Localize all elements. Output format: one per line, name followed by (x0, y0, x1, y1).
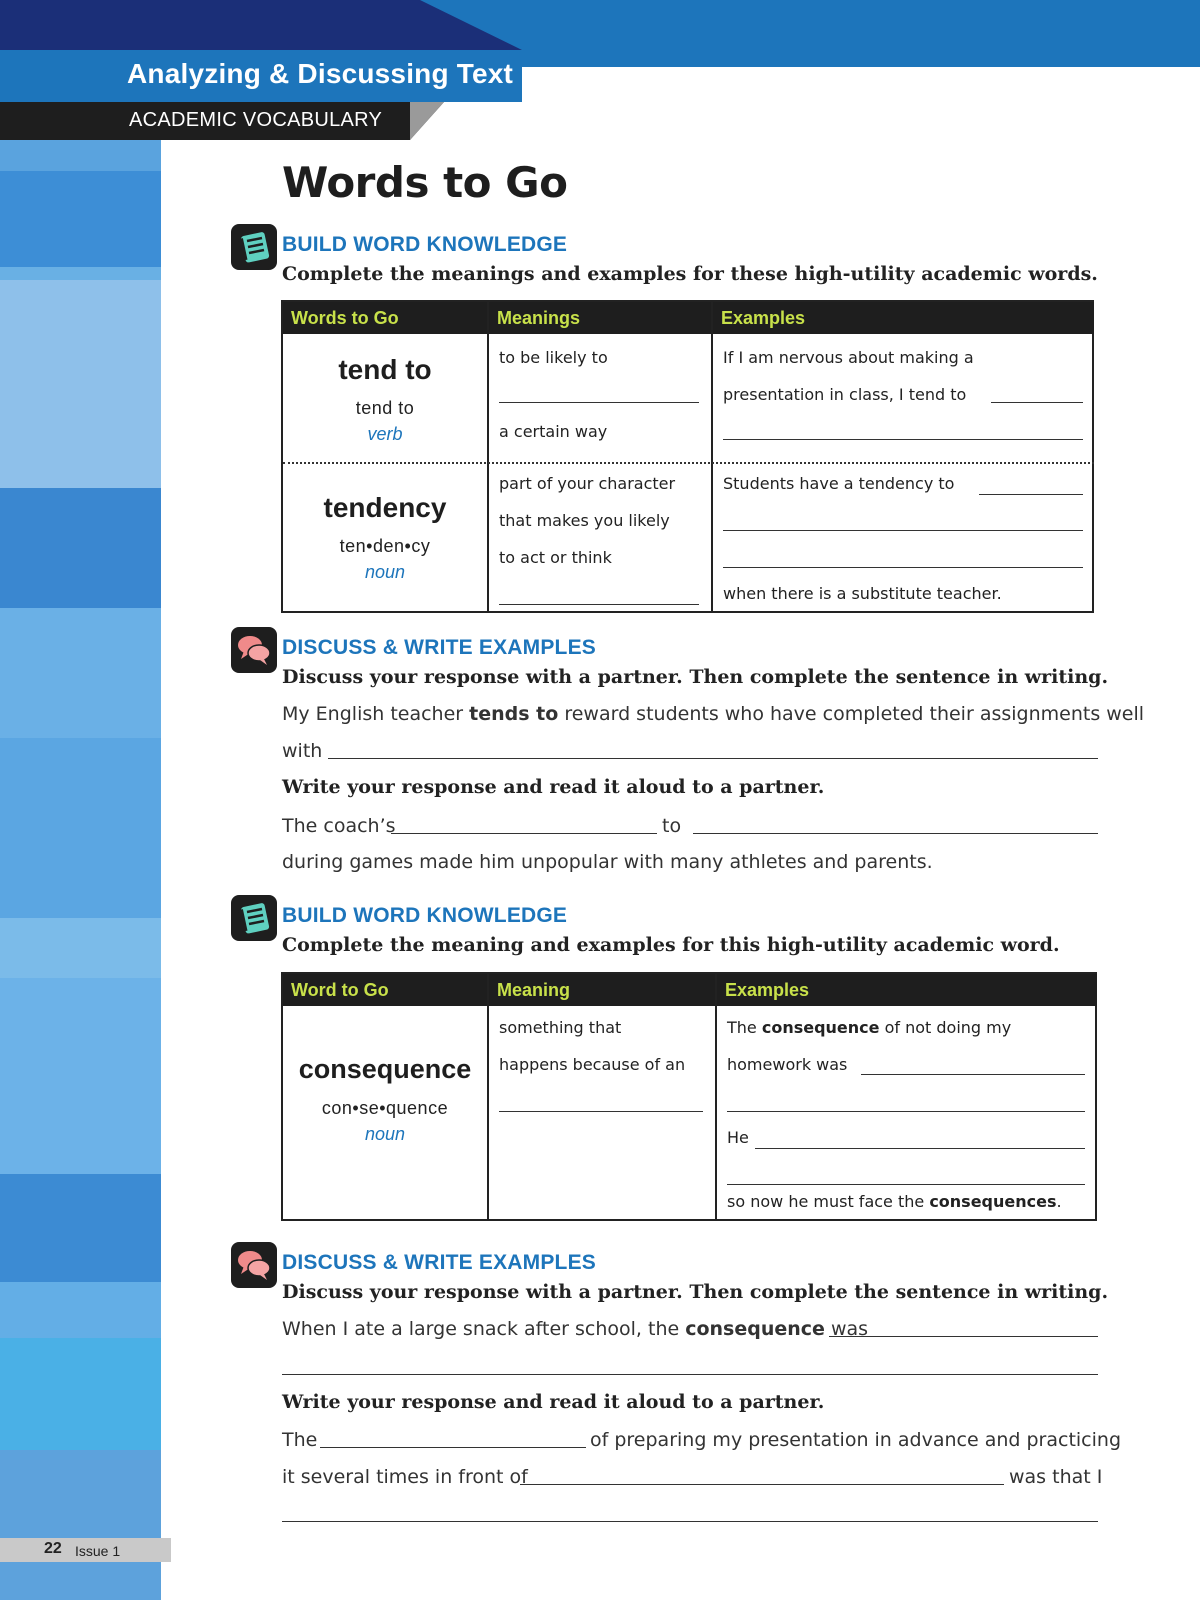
sentence-prompt: was that I (1009, 1466, 1103, 1488)
vocab-part-of-speech: verb (367, 424, 403, 444)
vocab-table-1 (281, 300, 1094, 613)
table-header-word: Word to Go (283, 974, 487, 1006)
example-text: If I am nervous about making a (723, 348, 974, 367)
answer-blank[interactable] (328, 758, 1098, 759)
write-instruction: Write your response and read it aloud to a partner. (282, 1391, 825, 1413)
sentence-prompt: My English teacher tends to reward students who have completed their assignments well (282, 703, 1145, 725)
example-blank[interactable] (991, 402, 1083, 403)
meaning-text: to act or think (499, 548, 612, 567)
answer-blank[interactable] (320, 1447, 586, 1448)
section-instruction: Discuss your response with a partner. Then complete the sentence in writing. (282, 666, 1109, 688)
example-blank[interactable] (755, 1148, 1085, 1149)
write-instruction: Write your response and read it aloud to a partner. (282, 776, 825, 798)
example-text: presentation in class, I tend to (723, 385, 967, 404)
example-blank[interactable] (727, 1184, 1085, 1185)
sentence-prompt: When I ate a large snack after school, the consequence was (282, 1318, 869, 1340)
section-heading: BUILD WORD KNOWLEDGE (282, 233, 568, 256)
section-instruction: Complete the meaning and examples for this high-utility academic word. (282, 934, 1060, 956)
notebook-icon (231, 224, 277, 270)
table-header-words: Words to Go (283, 302, 487, 334)
vocab-word: tendency (323, 492, 447, 523)
meaning-blank[interactable] (499, 402, 699, 403)
example-blank[interactable] (861, 1074, 1085, 1075)
meaning-text: a certain way (499, 422, 608, 441)
answer-blank[interactable] (282, 1521, 1098, 1522)
example-text: Students have a tendency to (723, 474, 955, 493)
section-heading: DISCUSS & WRITE EXAMPLES (282, 1251, 596, 1274)
example-text: He (727, 1128, 749, 1147)
page-number: 22 (44, 1540, 62, 1557)
meaning-blank[interactable] (499, 1111, 703, 1112)
vocab-part-of-speech: noun (364, 562, 406, 582)
vocab-part-of-speech: noun (364, 1124, 406, 1144)
header-title: Analyzing & Discussing Text (127, 58, 514, 89)
table-header-meaning: Meaning (489, 974, 715, 1006)
vocab-word: consequence (298, 1054, 472, 1084)
section-instruction: Complete the meanings and examples for these high-utility academic words. (282, 263, 1098, 285)
table-header-meanings: Meanings (489, 302, 711, 334)
answer-blank[interactable] (282, 1374, 1098, 1375)
example-blank[interactable] (723, 530, 1083, 531)
answer-blank[interactable] (693, 833, 1098, 834)
speech-bubbles-icon (231, 627, 277, 673)
speech-bubbles-icon (231, 1242, 277, 1288)
page-title: Words to Go (282, 158, 568, 207)
sentence-prompt: The (282, 1429, 318, 1451)
example-text: so now he must face the consequences. (727, 1192, 1062, 1211)
answer-blank[interactable] (829, 1336, 1098, 1337)
section-instruction: Discuss your response with a partner. Then complete the sentence in writing. (282, 1281, 1109, 1303)
meaning-text: something that (499, 1018, 622, 1037)
row-divider (283, 462, 1094, 464)
notebook-icon (231, 895, 277, 941)
vocab-syllables: ten•den•cy (339, 536, 431, 556)
example-blank[interactable] (723, 567, 1083, 568)
answer-blank[interactable] (520, 1484, 1004, 1485)
vocab-syllables: con•se•quence (321, 1098, 449, 1118)
side-stripes (0, 140, 161, 1600)
header-subtitle: ACADEMIC VOCABULARY (129, 109, 383, 131)
example-blank[interactable] (979, 494, 1083, 495)
sentence-prompt: The coach’s (282, 815, 396, 837)
sentence-prompt-with: with (282, 740, 323, 762)
meaning-text: happens because of an (499, 1055, 686, 1074)
answer-blank[interactable] (391, 833, 657, 834)
section-heading: BUILD WORD KNOWLEDGE (282, 904, 568, 927)
table-header-examples: Examples (713, 302, 1094, 334)
vocab-syllables: tend to (355, 398, 415, 418)
meaning-blank[interactable] (499, 604, 699, 605)
vocab-table-2 (281, 972, 1097, 1221)
table-header-examples: Examples (717, 974, 1097, 1006)
header-fold (410, 102, 444, 140)
example-text: The consequence of not doing my (727, 1018, 1012, 1037)
section-heading: DISCUSS & WRITE EXAMPLES (282, 636, 596, 659)
sentence-prompt-to: to (662, 815, 682, 837)
example-blank[interactable] (727, 1111, 1085, 1112)
meaning-text: to be likely to (499, 348, 608, 367)
sentence-prompt: it several times in front of (282, 1466, 528, 1488)
example-blank[interactable] (723, 439, 1083, 440)
example-text: when there is a substitute teacher. (723, 584, 1002, 603)
example-text: homework was (727, 1055, 848, 1074)
sentence-prompt: of preparing my presentation in advance and practicing (590, 1429, 1121, 1451)
issue-label: Issue 1 (75, 1543, 121, 1559)
meaning-text: that makes you likely (499, 511, 670, 530)
meaning-text: part of your character (499, 474, 676, 493)
vocab-word: tend to (338, 354, 432, 385)
sentence-prompt: during games made him unpopular with many athletes and parents. (282, 851, 933, 873)
